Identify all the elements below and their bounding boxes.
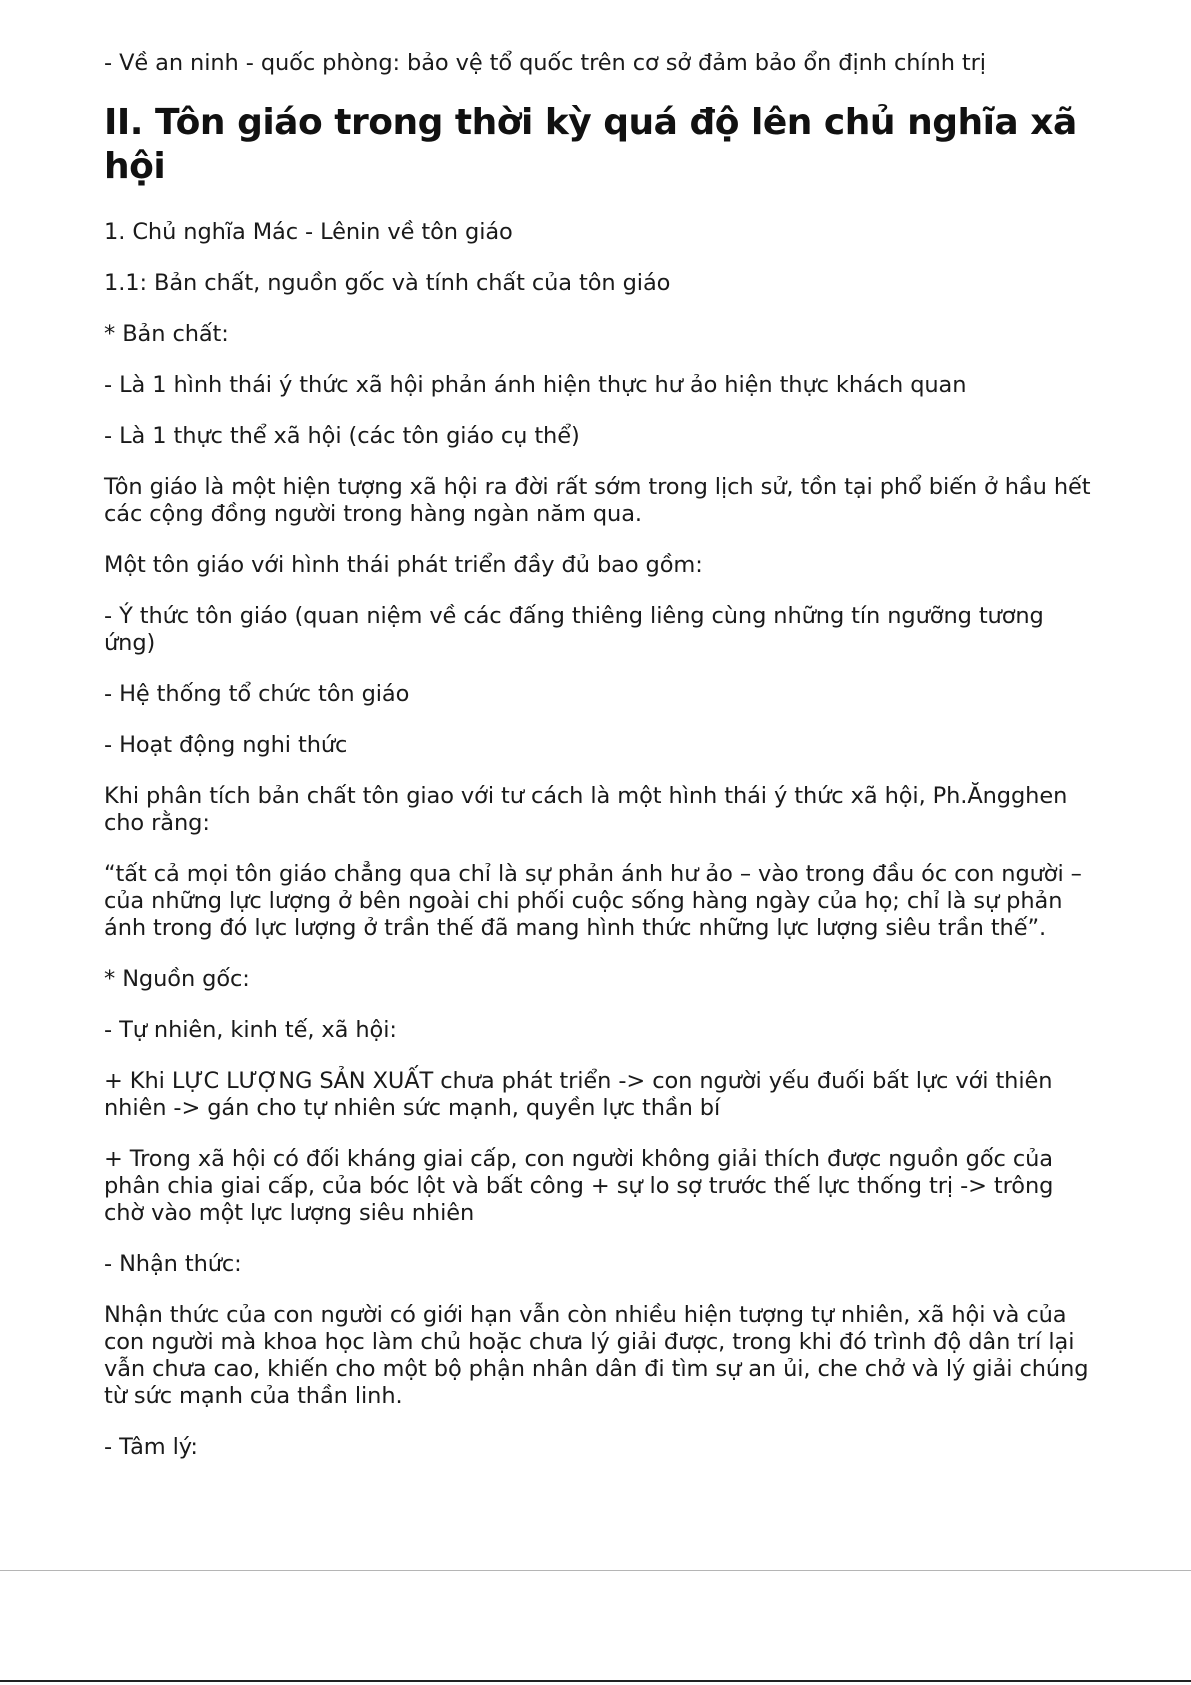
- quote-engels: “tất cả mọi tôn giáo chẳng qua chỉ là sự phản ánh hư ảo – vào trong đầu óc con người – của những lực lượng ở bên ngoài chi phối cuộc sống hàng ngày của họ; chỉ là sự phản ánh trong đó lực lượng ở trần thế đã mang hình thức những lực lượng siêu trần thế”.: [104, 861, 1082, 941]
- bullet-psychology: - Tâm lý:: [104, 1434, 198, 1460]
- bullet-ideology: - Là 1 hình thái ý thức xã hội phản ánh hiện thực hư ảo hiện thực khách quan: [104, 372, 967, 398]
- plus-class-antagonism: + Trong xã hội có đối kháng giai cấp, con người không giải thích được nguồn gốc của phân chia giai cấp, của bóc lột và bất công + sự lo sợ trước thế lực thống trị -> trông chờ vào một lực lượng siêu nhiên: [104, 1146, 1054, 1226]
- intro-line: - Về an ninh - quốc phòng: bảo vệ tổ quốc trên cơ sở đảm bảo ổn định chính trị: [104, 50, 986, 76]
- section-heading: II. Tôn giáo trong thời kỳ quá độ lên chủ nghĩa xã hội: [104, 102, 1077, 187]
- plus-production-forces: + Khi LỰC LƯỢNG SẢN XUẤT chưa phát triển -> con người yếu đuối bất lực với thiên nhiên -> gán cho tự nhiên sức mạnh, quyền lực thần bí: [104, 1068, 1053, 1121]
- next-page-edge: [0, 1680, 1191, 1682]
- label-origin: * Nguồn gốc:: [104, 966, 250, 992]
- document-page: [104, 50, 1094, 1485]
- paragraph-engels-intro: Khi phân tích bản chất tôn giao với tư cách là một hình thái ý thức xã hội, Ph.Ăngghen cho rằng:: [104, 783, 1068, 836]
- bullet-cognition: - Nhận thức:: [104, 1251, 242, 1277]
- paragraph-full-form: Một tôn giáo với hình thái phát triển đầy đủ bao gồm:: [104, 552, 703, 578]
- bullet-nature-economy-society: - Tự nhiên, kinh tế, xã hội:: [104, 1017, 397, 1043]
- bullet-rituals: - Hoạt động nghi thức: [104, 732, 348, 758]
- subheading-nature-origin: 1.1: Bản chất, nguồn gốc và tính chất của tôn giáo: [104, 270, 671, 296]
- bullet-organization-system: - Hệ thống tổ chức tôn giáo: [104, 681, 410, 707]
- paragraph-religion-phenomenon: Tôn giáo là một hiện tượng xã hội ra đời rất sớm trong lịch sử, tồn tại phổ biến ở hầu hết các cộng đồng người trong hàng ngàn năm qua.: [104, 474, 1091, 527]
- paragraph-cognition: Nhận thức của con người có giới hạn vẫn còn nhiều hiện tượng tự nhiên, xã hội và của con người mà khoa học làm chủ hoặc chưa lý giải được, trong khi đó trình độ dân trí lại vẫn chưa cao, khiến cho một bộ phận nhân dân đi tìm sự an ủi, che chở và lý giải chúng từ sức mạnh của thần linh.: [104, 1302, 1089, 1409]
- bullet-social-entity: - Là 1 thực thể xã hội (các tôn giáo cụ thể): [104, 423, 580, 449]
- label-essence: * Bản chất:: [104, 321, 229, 347]
- bullet-religious-consciousness: - Ý thức tôn giáo (quan niệm về các đấng thiêng liêng cùng những tín ngưỡng tương ứng): [104, 603, 1044, 656]
- page-divider: [0, 1570, 1191, 1571]
- subheading-marxism: 1. Chủ nghĩa Mác - Lênin về tôn giáo: [104, 219, 513, 245]
